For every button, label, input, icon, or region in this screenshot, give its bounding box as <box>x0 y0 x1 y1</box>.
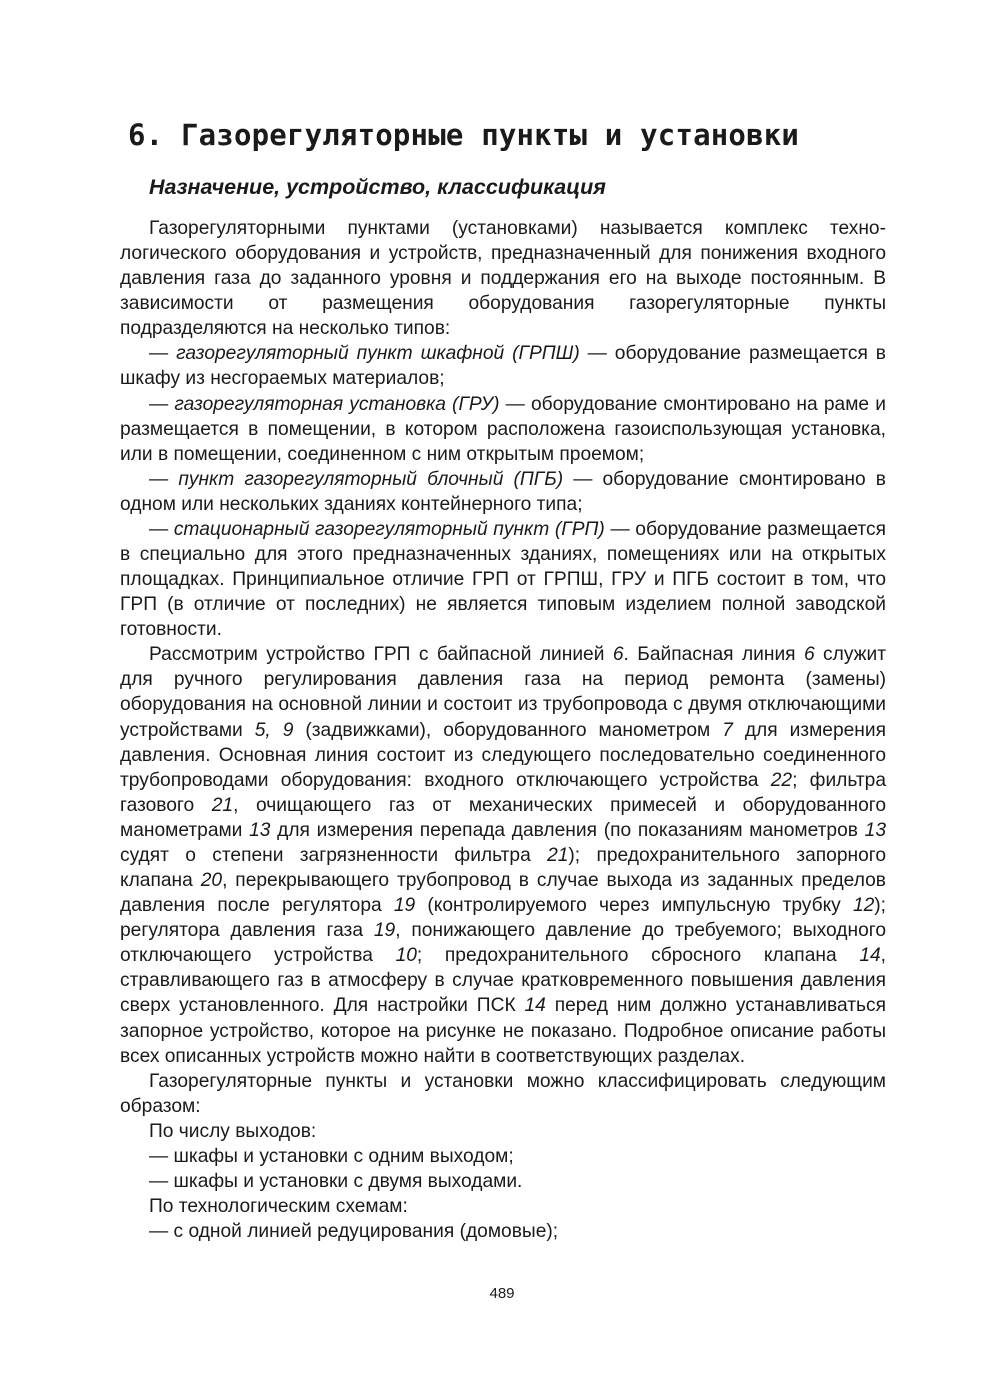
italic-run: 21 <box>547 844 569 866</box>
text-run: , стравливающего газ в атмосферу в случае кратковременного повышения давления сверх установленного. Для настройки ПСК <box>120 945 886 1017</box>
text-run: — <box>149 393 175 415</box>
text-run: . Байпасная линия <box>623 644 804 666</box>
text-run: , понижающего давление до требуемого; выходного отключающего устройства <box>120 920 887 967</box>
text-run: ); предохранительного запорного клапана <box>120 844 886 892</box>
italic-run: пункт газорегуляторный блочный (ПГБ) <box>178 468 564 490</box>
paragraph <box>120 467 886 517</box>
paragraph <box>120 1069 886 1119</box>
text-run: — <box>149 468 179 490</box>
paragraph <box>120 1119 886 1144</box>
text-run: служит для ручного регулирования давления газа на период ремонта (замены) оборудования на основной линии и состоит из трубопровода с двумя отключающими устройствами <box>120 644 886 741</box>
text-run: — с одной линией редуцирования (домовые); <box>149 1221 559 1243</box>
italic-run: 14 <box>524 995 546 1017</box>
text-run: ; фильтра газового <box>120 769 886 816</box>
italic-run: 12 <box>852 895 875 917</box>
paragraph <box>120 1194 886 1219</box>
paragraph <box>120 1144 886 1169</box>
text-run: По технологическим схемам: <box>149 1196 408 1218</box>
text-run: ; предохранительного сбросного клапана <box>416 945 860 967</box>
text-run: для измерения давления. Основная линия состоит из следующего последовательно соединенного трубопроводами оборудования: входного отключающего устройства <box>120 719 887 791</box>
text-run: перед ним должно устанавливаться запорное устройство, которое на рисунке не показано. Подробное описание работы всех описанных устройств можно найти в соответствующих разделах. <box>120 995 886 1067</box>
text-run: — шкафы и установки с двумя выходами. <box>149 1170 523 1192</box>
italic-run: 13 <box>249 819 271 841</box>
italic-run: 5, 9 <box>254 719 294 741</box>
text-run: — оборудование размещается в шкафу из несгораемых материалов; <box>120 343 886 390</box>
text-run: По числу выходов: <box>149 1120 317 1142</box>
paragraph <box>120 1169 886 1194</box>
text-run: (контролируемого через импульсную трубку <box>415 895 853 917</box>
italic-run: 13 <box>864 819 886 841</box>
italic-run: 20 <box>200 870 223 892</box>
text-run: для измерения перепада давления (по показаниям манометров <box>270 819 865 841</box>
text-run: , очищающего газ от механических примесей и оборудованного манометрами <box>120 794 886 841</box>
paragraph <box>120 216 886 341</box>
italic-run: 14 <box>859 945 881 967</box>
text-run: Газорегуляторные пункты и установки можно классифицировать следующим образом: <box>120 1070 886 1117</box>
paragraph <box>120 341 886 391</box>
paragraph <box>120 642 886 1068</box>
italic-run: 19 <box>393 895 416 917</box>
body-text <box>120 216 886 1244</box>
italic-run: газорегуляторная установка (ГРУ) <box>174 393 500 415</box>
paragraph <box>120 517 886 642</box>
text-run: — оборудование смонтировано на раме и размещается в помещении, в котором расположена газоиспользующая установка, или в помещении, соединенном с ним открытым проемом; <box>120 393 886 465</box>
text-run: Газорегуляторными пунктами (установками) называется комплекс технологического оборудования и устройств, предназначенный для понижения входного давления газа до заданного уровня и поддержания его на выходе постоянным. В зависимости от размещения оборудования газорегуляторные пункты подразделяются на несколько типов: <box>120 218 886 340</box>
text-run: судят о степени загрязненности фильтра <box>120 844 548 866</box>
text-run: , перекрывающего трубопровод в случае выхода из заданных пределов давления после регулятора <box>120 870 886 917</box>
text-run: — <box>149 518 174 540</box>
italic-run: 7 <box>722 719 733 741</box>
italic-run: стационарный газорегуляторный пункт (ГРП) <box>173 518 605 540</box>
page-number: 489 <box>489 1285 515 1302</box>
text-run: — <box>149 343 177 365</box>
text-run: — оборудование размещается в специально для этого предназначенных зданиях, помещениях или на открытых площадках. Принципиальное отличие ГРП от ГРПШ, ГРУ и ПГБ состоит в том, что ГРП (в отличие от последних) не является типовым изделием полной заводской готовности. <box>120 518 886 641</box>
paragraph <box>120 392 886 467</box>
italic-run: 19 <box>373 920 396 942</box>
text-run: — шкафы и установки с одним выходом; <box>149 1145 514 1167</box>
text-run: (задвижками), оборудованного манометром <box>293 719 723 741</box>
paragraph <box>120 1219 886 1244</box>
italic-run: 21 <box>211 794 234 816</box>
italic-run: 6 <box>612 644 624 666</box>
italic-run: 6 <box>803 644 815 666</box>
italic-run: 10 <box>395 945 417 967</box>
italic-run: газорегуляторный пункт шкафной (ГРПШ) <box>176 343 580 365</box>
text-run: Рассмотрим устройство ГРП с байпасной линией <box>149 644 613 666</box>
text-run: ); регулятора давления газа <box>120 895 887 942</box>
chapter-title: 6. Газорегуляторные пункты и установки <box>128 118 800 152</box>
italic-run: 22 <box>770 769 793 791</box>
text-run: — оборудование смонтировано в одном или нескольких зданиях контейнерного типа; <box>120 468 886 515</box>
section-title: Назначение, устройство, классификация <box>149 175 606 199</box>
